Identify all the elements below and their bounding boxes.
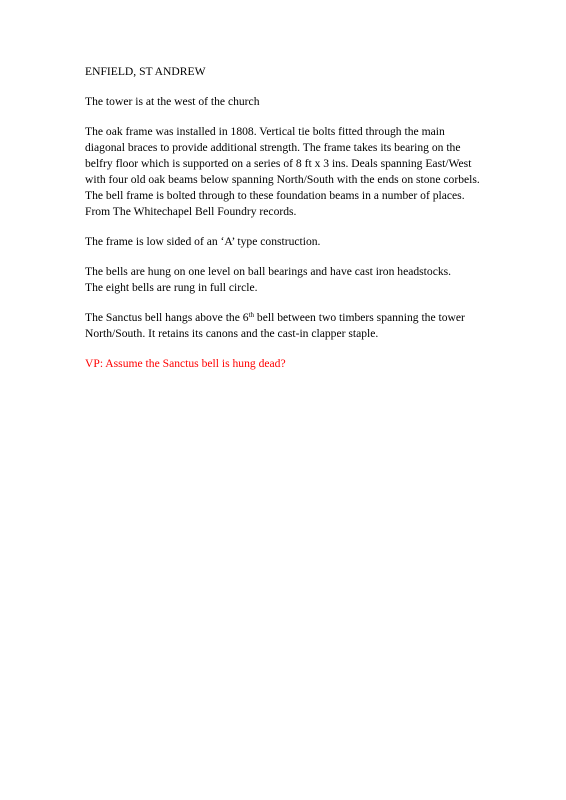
document-body (85, 64, 485, 386)
oak-frame-paragraph (85, 124, 485, 220)
ordinal-superscript: th (248, 311, 255, 319)
bells-hanging-paragraph (85, 264, 485, 296)
paragraph-line: The bell frame is bolted through to these foundation beams in a number of places. (85, 189, 465, 202)
paragraph-line: The tower is at the west of the church (85, 95, 260, 108)
paragraph-line: The oak frame was installed in 1808. Vertical tie bolts fitted through the main (85, 125, 445, 138)
tower-location-paragraph (85, 94, 485, 110)
note-line: VP: Assume the Sanctus bell is hung dead? (85, 357, 286, 370)
paragraph-line: with four old oak beams below spanning North/South with the ends on stone corbels. (85, 173, 480, 186)
paragraph-line: From The Whitechapel Bell Foundry records. (85, 205, 297, 218)
paragraph-line: The eight bells are rung in full circle. (85, 281, 258, 294)
paragraph-line: The bells are hung on one level on ball bearings and have cast iron headstocks. (85, 265, 452, 278)
sanctus-bell-paragraph (85, 310, 485, 342)
paragraph-line: The frame is low sided of an ‘A’ type construction. (85, 235, 321, 248)
sanctus-text-end: bell between two timbers spanning the tower (254, 311, 465, 324)
paragraph-line: North/South. It retains its canons and the cast-in clapper staple. (85, 327, 379, 340)
frame-type-paragraph (85, 234, 485, 250)
sanctus-text-start: The Sanctus bell hangs above the 6 (85, 311, 249, 324)
paragraph-line: belfry floor which is supported on a series of 8 ft x 3 ins. Deals spanning East/West (85, 157, 472, 170)
vp-note (85, 356, 485, 372)
document-title: ENFIELD, ST ANDREW (85, 65, 206, 78)
paragraph-line (85, 310, 485, 326)
paragraph-line: diagonal braces to provide additional strength. The frame takes its bearing on the (85, 141, 461, 154)
